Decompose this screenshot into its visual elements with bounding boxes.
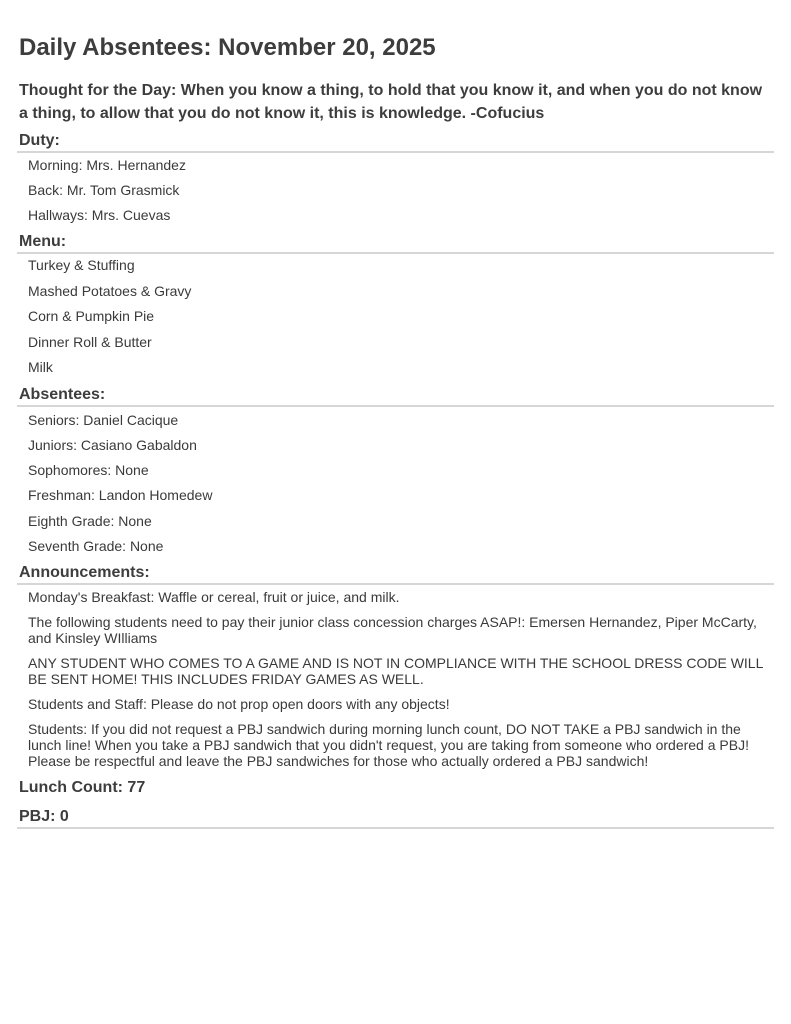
duty-list — [17, 153, 774, 224]
announcements-heading: Announcements: — [19, 564, 150, 582]
menu-section — [17, 232, 774, 376]
absentees-heading: Absentees: — [19, 385, 106, 403]
duty-section — [17, 131, 774, 224]
list-item: Juniors: Casiano Gabaldon — [28, 436, 197, 453]
thought-for-the-day: Thought for the Day: When you know a thing, to hold that you know it, and when you do not know a thing, to allow that you do not know it, this is knowledge. -Cofucius — [19, 82, 763, 122]
list-item: Students and Staff: Please do not prop open doors with any objects! — [28, 696, 450, 713]
list-item: ANY STUDENT WHO COMES TO A GAME AND IS NOT IN COMPLIANCE WITH THE SCHOOL DRESS CODE WILL BE SENT HOME! THIS INCLUDES FRIDAY GAMES AS WELL. — [28, 655, 763, 688]
list-item: Hallways: Mrs. Cuevas — [28, 207, 171, 223]
list-item: Freshman: Landon Homedew — [28, 487, 213, 504]
duty-heading: Duty: — [19, 132, 60, 149]
bottom-divider — [17, 827, 774, 829]
menu-list — [17, 254, 774, 376]
list-item: The following students need to pay their junior class concession charges ASAP!: Emersen Hernandez, Piper McCarty, and Kinsley WIlliams — [28, 614, 757, 647]
announcements-list — [17, 585, 774, 769]
lunch-count: Lunch Count: 77 — [19, 779, 146, 797]
list-item: Morning: Mrs. Hernandez — [28, 157, 186, 173]
list-item: Dinner Roll & Butter — [28, 333, 152, 350]
page-title: Daily Absentees: November 20, 2025 — [19, 34, 436, 61]
list-item: Seniors: Daniel Cacique — [28, 411, 179, 428]
list-item: Turkey & Stuffing — [28, 257, 135, 273]
list-item: Corn & Pumpkin Pie — [28, 308, 155, 324]
list-item: Back: Mr. Tom Grasmick — [28, 182, 180, 198]
pbj-count: PBJ: 0 — [19, 808, 69, 826]
absentees-list — [17, 407, 774, 555]
list-item: Students: If you did not request a PBJ sandwich during morning lunch count, DO NOT TAKE a PBJ sandwich in the lunch line! When you take a PBJ sandwich that you didn't request, you are taking from someone who ordered a PBJ! Please be respectful and leave the PBJ sandwiches for those who actually ordered a PBJ sandwich! — [28, 721, 749, 770]
list-item: Monday's Breakfast: Waffle or cereal, fruit or juice, and milk. — [28, 589, 400, 606]
list-item: Seventh Grade: None — [28, 537, 164, 554]
list-item: Eighth Grade: None — [28, 512, 152, 529]
list-item: Mashed Potatoes & Gravy — [28, 282, 192, 299]
list-item: Sophomores: None — [28, 462, 149, 479]
list-item: Milk — [28, 359, 53, 375]
absentees-section — [17, 385, 774, 555]
menu-heading: Menu: — [19, 233, 67, 250]
announcements-section — [17, 563, 774, 769]
